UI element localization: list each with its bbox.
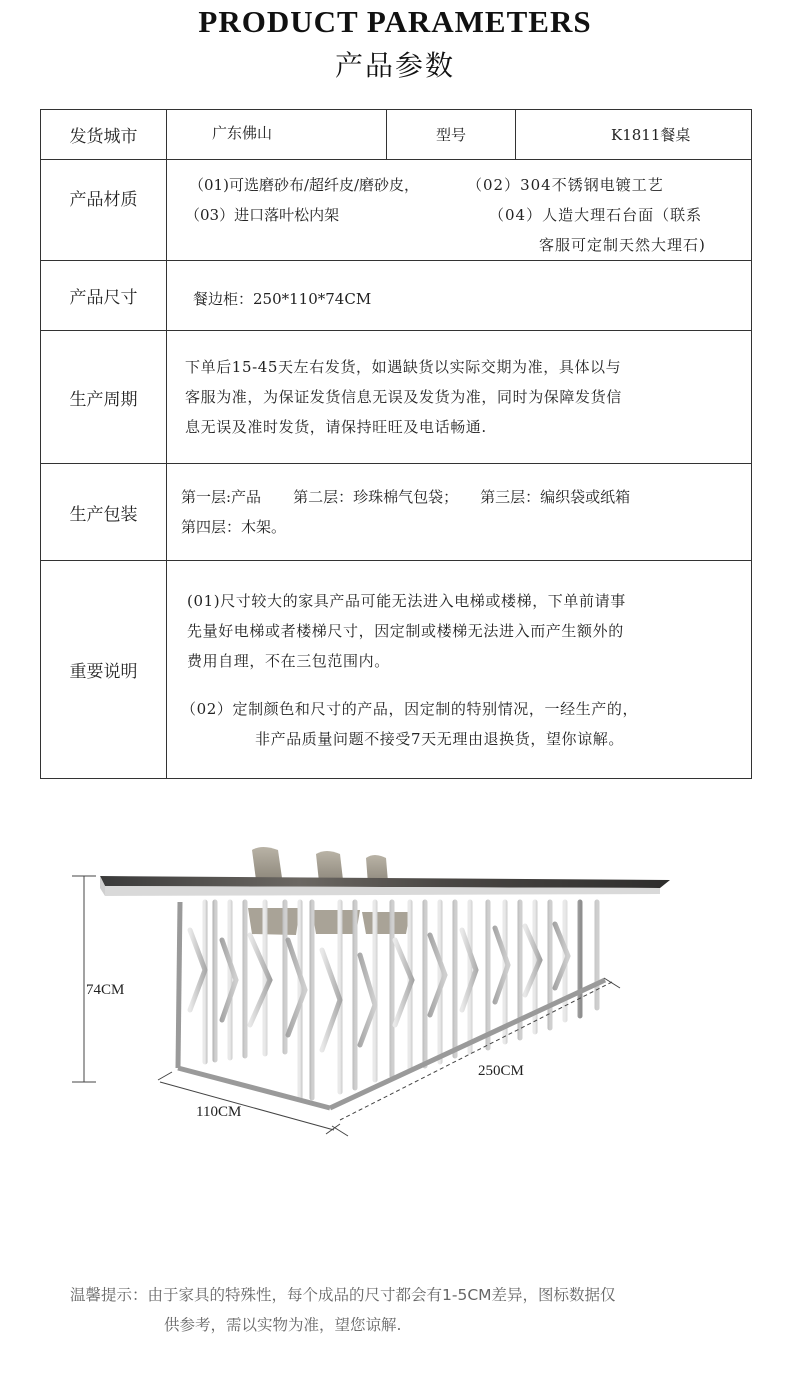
important-notes-text — [167, 561, 752, 779]
label-ship-city: 发货城市 — [41, 110, 167, 160]
row-production-cycle — [41, 331, 752, 464]
stainless-base — [183, 902, 597, 1100]
note-1-line-3: 费用自理，不在三包范围内。 — [187, 651, 390, 670]
row-size — [41, 261, 752, 331]
tip-line-2: 供参考，需以实物为准，望您谅解. — [164, 1316, 402, 1334]
production-cycle-text — [167, 331, 752, 464]
length-dimension-label: 250CM — [478, 1063, 524, 1079]
note-2-line-2: 非产品质量问题不接受7天无理由退换货，望你谅解。 — [255, 729, 624, 748]
note-1-line-2: 先量好电梯或者楼梯尺寸，因定制或楼梯无法进入而产生额外的 — [187, 621, 624, 640]
packaging-layer-1: 第一层:产品 — [181, 488, 262, 506]
material-item-03: （03）进口落叶松内架 — [185, 206, 340, 224]
ship-city-value: 广东佛山 — [167, 110, 387, 160]
marble-top — [100, 876, 670, 896]
note-2-line-1: （02）定制颜色和尺寸的产品，因定制的特别情况，一经生产的， — [181, 699, 639, 718]
label-important-notes: 重要说明 — [41, 561, 167, 779]
cycle-line-1: 下单后15-45天左右发货，如遇缺货以实际交期为准，具体以与 — [185, 358, 622, 376]
label-model: 型号 — [387, 110, 516, 160]
size-tip — [70, 1280, 760, 1340]
cycle-line-2: 客服为准，为保证发货信息无误及发货为准，同时为保障发货信 — [185, 388, 622, 406]
width-dimension-label: 110CM — [196, 1104, 242, 1120]
label-production-cycle: 生产周期 — [41, 331, 167, 464]
row-ship-city — [41, 110, 752, 160]
row-packaging — [41, 464, 752, 561]
size-value: 餐边柜：250*110*74CM — [167, 261, 752, 331]
row-important-notes — [41, 561, 752, 779]
title-english: PRODUCT PARAMETERS — [198, 4, 592, 39]
packaging-layer-3: 第三层：编织袋或纸箱 — [480, 488, 631, 506]
packaging-line-1 — [181, 482, 751, 512]
model-value: K1811餐桌 — [516, 110, 752, 160]
material-details — [167, 160, 752, 261]
row-material — [41, 160, 752, 261]
material-item-04: （04）人造大理石台面（联系 — [489, 206, 703, 224]
tip-line-1: 温馨提示：由于家具的特殊性，每个成品的尺寸都会有1-5CM差异，图标数据仅 — [70, 1286, 616, 1304]
packaging-text — [167, 464, 752, 561]
cycle-line-3: 息无误及准时发货，请保持旺旺及电话畅通. — [185, 418, 487, 436]
height-dimension-label: 74CM — [86, 982, 125, 998]
material-item-02: （02）304不锈钢电镀工艺 — [467, 176, 664, 194]
packaging-layer-4: 第四层：木架。 — [181, 518, 287, 536]
label-size: 产品尺寸 — [41, 261, 167, 331]
title-chinese: 产品参数 — [334, 49, 455, 82]
material-item-04-cont: 客服可定制天然大理石) — [539, 236, 706, 254]
label-material: 产品材质 — [41, 160, 167, 261]
material-item-01: （01)可选磨砂布/超纤皮/磨砂皮， — [189, 176, 420, 194]
parameters-table — [40, 109, 752, 779]
note-1-line-1: (01)尺寸较大的家具产品可能无法进入电梯或楼梯，下单前请事 — [187, 591, 626, 610]
packaging-layer-2: 第二层：珍珠棉气包袋； — [293, 488, 459, 506]
label-packaging: 生产包装 — [41, 464, 167, 561]
